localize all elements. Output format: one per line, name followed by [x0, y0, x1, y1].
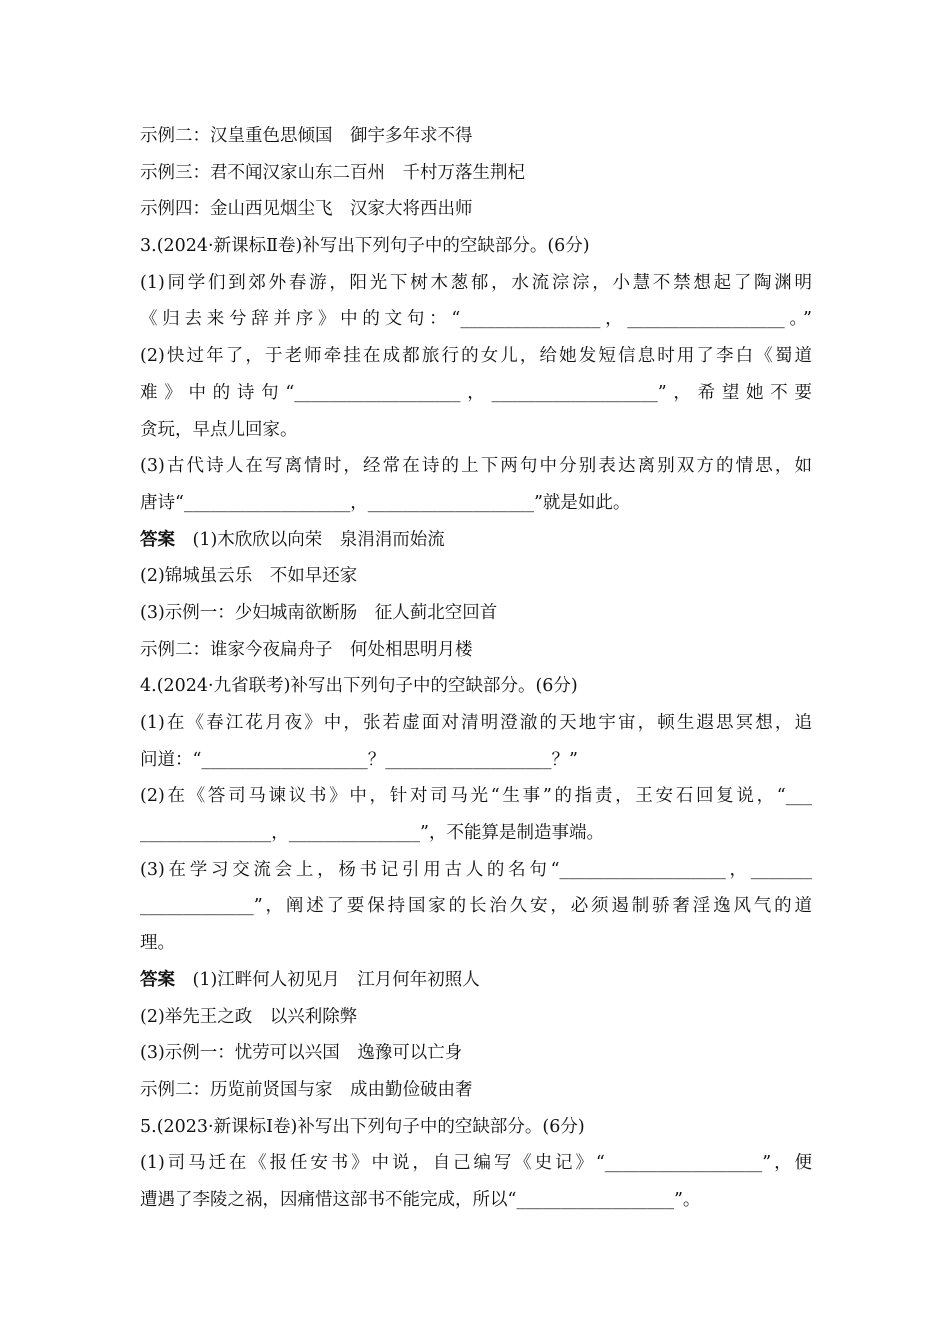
text-line: (1)在《春江花月夜》中，张若虚面对清明澄澈的天地宇宙，顿生遐思冥想，追	[140, 713, 812, 733]
text-line: 理。	[140, 933, 175, 954]
answer-label: 答案	[140, 529, 175, 550]
text-line: 难》中的诗句“___________________，___________________”，希望她不要	[140, 382, 812, 403]
text-line: (3)在学习交流会上，杨书记引用古人的名句“___________________，_______	[140, 859, 812, 880]
text-line: (3)古代诗人在写离情时，经常在诗的上下两句中分别表达离别双方的情思，如	[140, 456, 812, 477]
text-line: 唐诗“___________________，___________________”就是如此。	[140, 492, 631, 513]
text-line: 3.(2024·新课标Ⅱ卷)补写出下列句子中的空缺部分。(6分)	[140, 236, 590, 257]
text-line: (1)司马迁在《报任安书》中说，自己编写《史记》“__________________”，便	[140, 1153, 812, 1174]
text-line: 贪玩，早点儿回家。	[140, 419, 298, 440]
text-line: 示例二：汉皇重色思倾国 御宇多年求不得	[140, 126, 473, 146]
answer-text: (1)江畔何人初见月 江月何年初照人	[175, 969, 480, 990]
text-line: (2)在《答司马谏议书》中，针对司马光“生事”的指责，王安石回复说，“___	[140, 786, 812, 807]
text-line: 5.(2023·新课标Ⅰ卷)补写出下列句子中的空缺部分。(6分)	[140, 1116, 585, 1137]
text-line: (2)快过年了，于老师牵挂在成都旅行的女儿，给她发短信息时用了李白《蜀道	[140, 346, 812, 367]
document-page	[140, 118, 812, 1219]
answer-line	[140, 522, 812, 559]
text-line: _______________，_______________”，不能算是制造事端。	[140, 823, 604, 844]
text-line: (3)示例一：忧劳可以兴国 逸豫可以亡身	[140, 1043, 463, 1064]
text-line: 示例二：历览前贤国与家 成由勤俭破由奢	[140, 1079, 473, 1100]
text-line: (3)示例一：少妇城南欲断肠 征人蓟北空回首	[140, 602, 498, 623]
text-line: 示例三：君不闻汉家山东二百州 千村万落生荆杞	[140, 162, 525, 183]
text-line: (2)举先王之政 以兴利除弊	[140, 1006, 358, 1027]
text-line: 《归去来兮辞并序》中的文句：“________________，__________________。”	[140, 309, 812, 330]
text-line: _____________”，阐述了要保持国家的长治久安，必须遏制骄奢淫逸风气的道	[140, 896, 812, 917]
text-line: 示例四：金山西见烟尘飞 汉家大将西出师	[140, 199, 473, 220]
answer-line	[140, 962, 812, 999]
text-line: 遭遇了李陵之祸，因痛惜这部书不能完成，所以“__________________”。	[140, 1189, 701, 1210]
answer-label: 答案	[140, 969, 175, 990]
text-line: 4.(2024·九省联考)补写出下列句子中的空缺部分。(6分)	[140, 676, 578, 697]
text-line: 示例二：谁家今夜扁舟子 何处相思明月楼	[140, 639, 473, 660]
answer-text: (1)木欣欣以向荣 泉涓涓而始流	[175, 529, 445, 550]
text-line: 问道：“___________________？___________________？”	[140, 749, 578, 770]
text-line: (1)同学们到郊外春游，阳光下树木葱郁，水流淙淙，小慧不禁想起了陶渊明	[140, 272, 812, 293]
text-line: (2)锦城虽云乐 不如早还家	[140, 566, 358, 587]
